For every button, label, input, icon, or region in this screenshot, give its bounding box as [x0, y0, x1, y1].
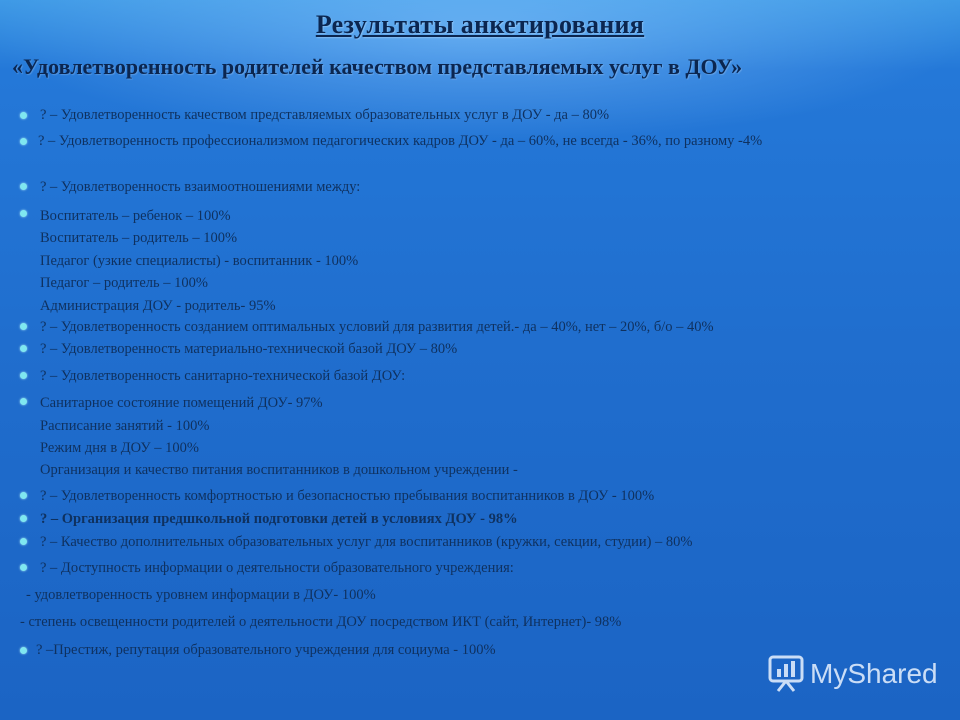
survey-item: ? – Удовлетворенность комфортностью и безопасностью пребывания воспитанников в ДОУ - 100% [40, 488, 655, 504]
survey-item: ? – Доступность информации о деятельности образовательного учреждения: [40, 560, 514, 576]
survey-subitem: Санитарное состояние помещений ДОУ- 97% [40, 395, 323, 411]
survey-item: ? – Удовлетворенность взаимоотношениями между: [40, 179, 361, 195]
bullet-dot [20, 138, 27, 145]
survey-item: ? –Престиж, репутация образовательного учреждения для социума - 100% [36, 642, 496, 658]
survey-subitem: Расписание занятий - 100% [40, 418, 210, 434]
survey-item: ? – Удовлетворенность качеством представляемых образовательных услуг в ДОУ - да – 80% [40, 107, 610, 123]
bullet-dot [20, 515, 27, 522]
survey-subitem: Педагог (узкие специалисты) - воспитанник - 100% [40, 253, 359, 269]
survey-subitem: Воспитатель – родитель – 100% [40, 230, 238, 246]
bullet-dot [20, 492, 27, 499]
survey-item: ? – Удовлетворенность материально-технической базой ДОУ – 80% [40, 341, 458, 357]
survey-subitem: Воспитатель – ребенок – 100% [40, 208, 231, 224]
survey-item: ? – Организация предшкольной подготовки детей в условиях ДОУ - 98% [40, 511, 518, 527]
survey-subitem: - степень освещенности родителей о деятельности ДОУ посредством ИКТ (сайт, Интернет)- 98% [20, 614, 622, 630]
slide-title: Результаты анкетирования [315, 10, 645, 39]
bullet-dot [20, 538, 27, 545]
survey-item: ? – Удовлетворенность созданием оптимальных условий для развития детей.- да – 40%, нет – 20%, б/о – 40% [40, 319, 714, 335]
survey-subitem: Администрация ДОУ - родитель- 95% [40, 298, 276, 314]
bullet-dot [20, 112, 27, 119]
survey-subitem: Организация и качество питания воспитанников в дошкольном учреждении - [40, 462, 518, 478]
survey-subitem: Режим дня в ДОУ – 100% [40, 440, 199, 456]
watermark-text: MyShared [810, 658, 938, 689]
bullet-dot [20, 647, 27, 654]
bullet-dot [20, 323, 27, 330]
bullet-dot [20, 210, 27, 217]
slide-subtitle: «Удовлетворенность родителей качеством представляемых услуг в ДОУ» [12, 54, 743, 79]
presentation-board-icon [768, 655, 804, 693]
survey-subitem: - удовлетворенность уровнем информации в ДОУ- 100% [26, 587, 376, 603]
survey-subitem: Педагог – родитель – 100% [40, 275, 208, 291]
bullet-dot [20, 564, 27, 571]
myshared-logo [768, 654, 938, 694]
survey-item: ? – Качество дополнительных образовательных услуг для воспитанников (кружки, секции, студии) – 80% [40, 534, 693, 550]
bullet-dot [20, 398, 27, 405]
bullet-dot [20, 345, 27, 352]
bullet-dot [20, 183, 27, 190]
survey-item: ? – Удовлетворенность профессионализмом педагогических кадров ДОУ - да – 60%, не всегда - 36%, по разному -4% [38, 133, 763, 149]
survey-item: ? – Удовлетворенность санитарно-технической базой ДОУ: [40, 368, 406, 384]
bullet-dot [20, 372, 27, 379]
